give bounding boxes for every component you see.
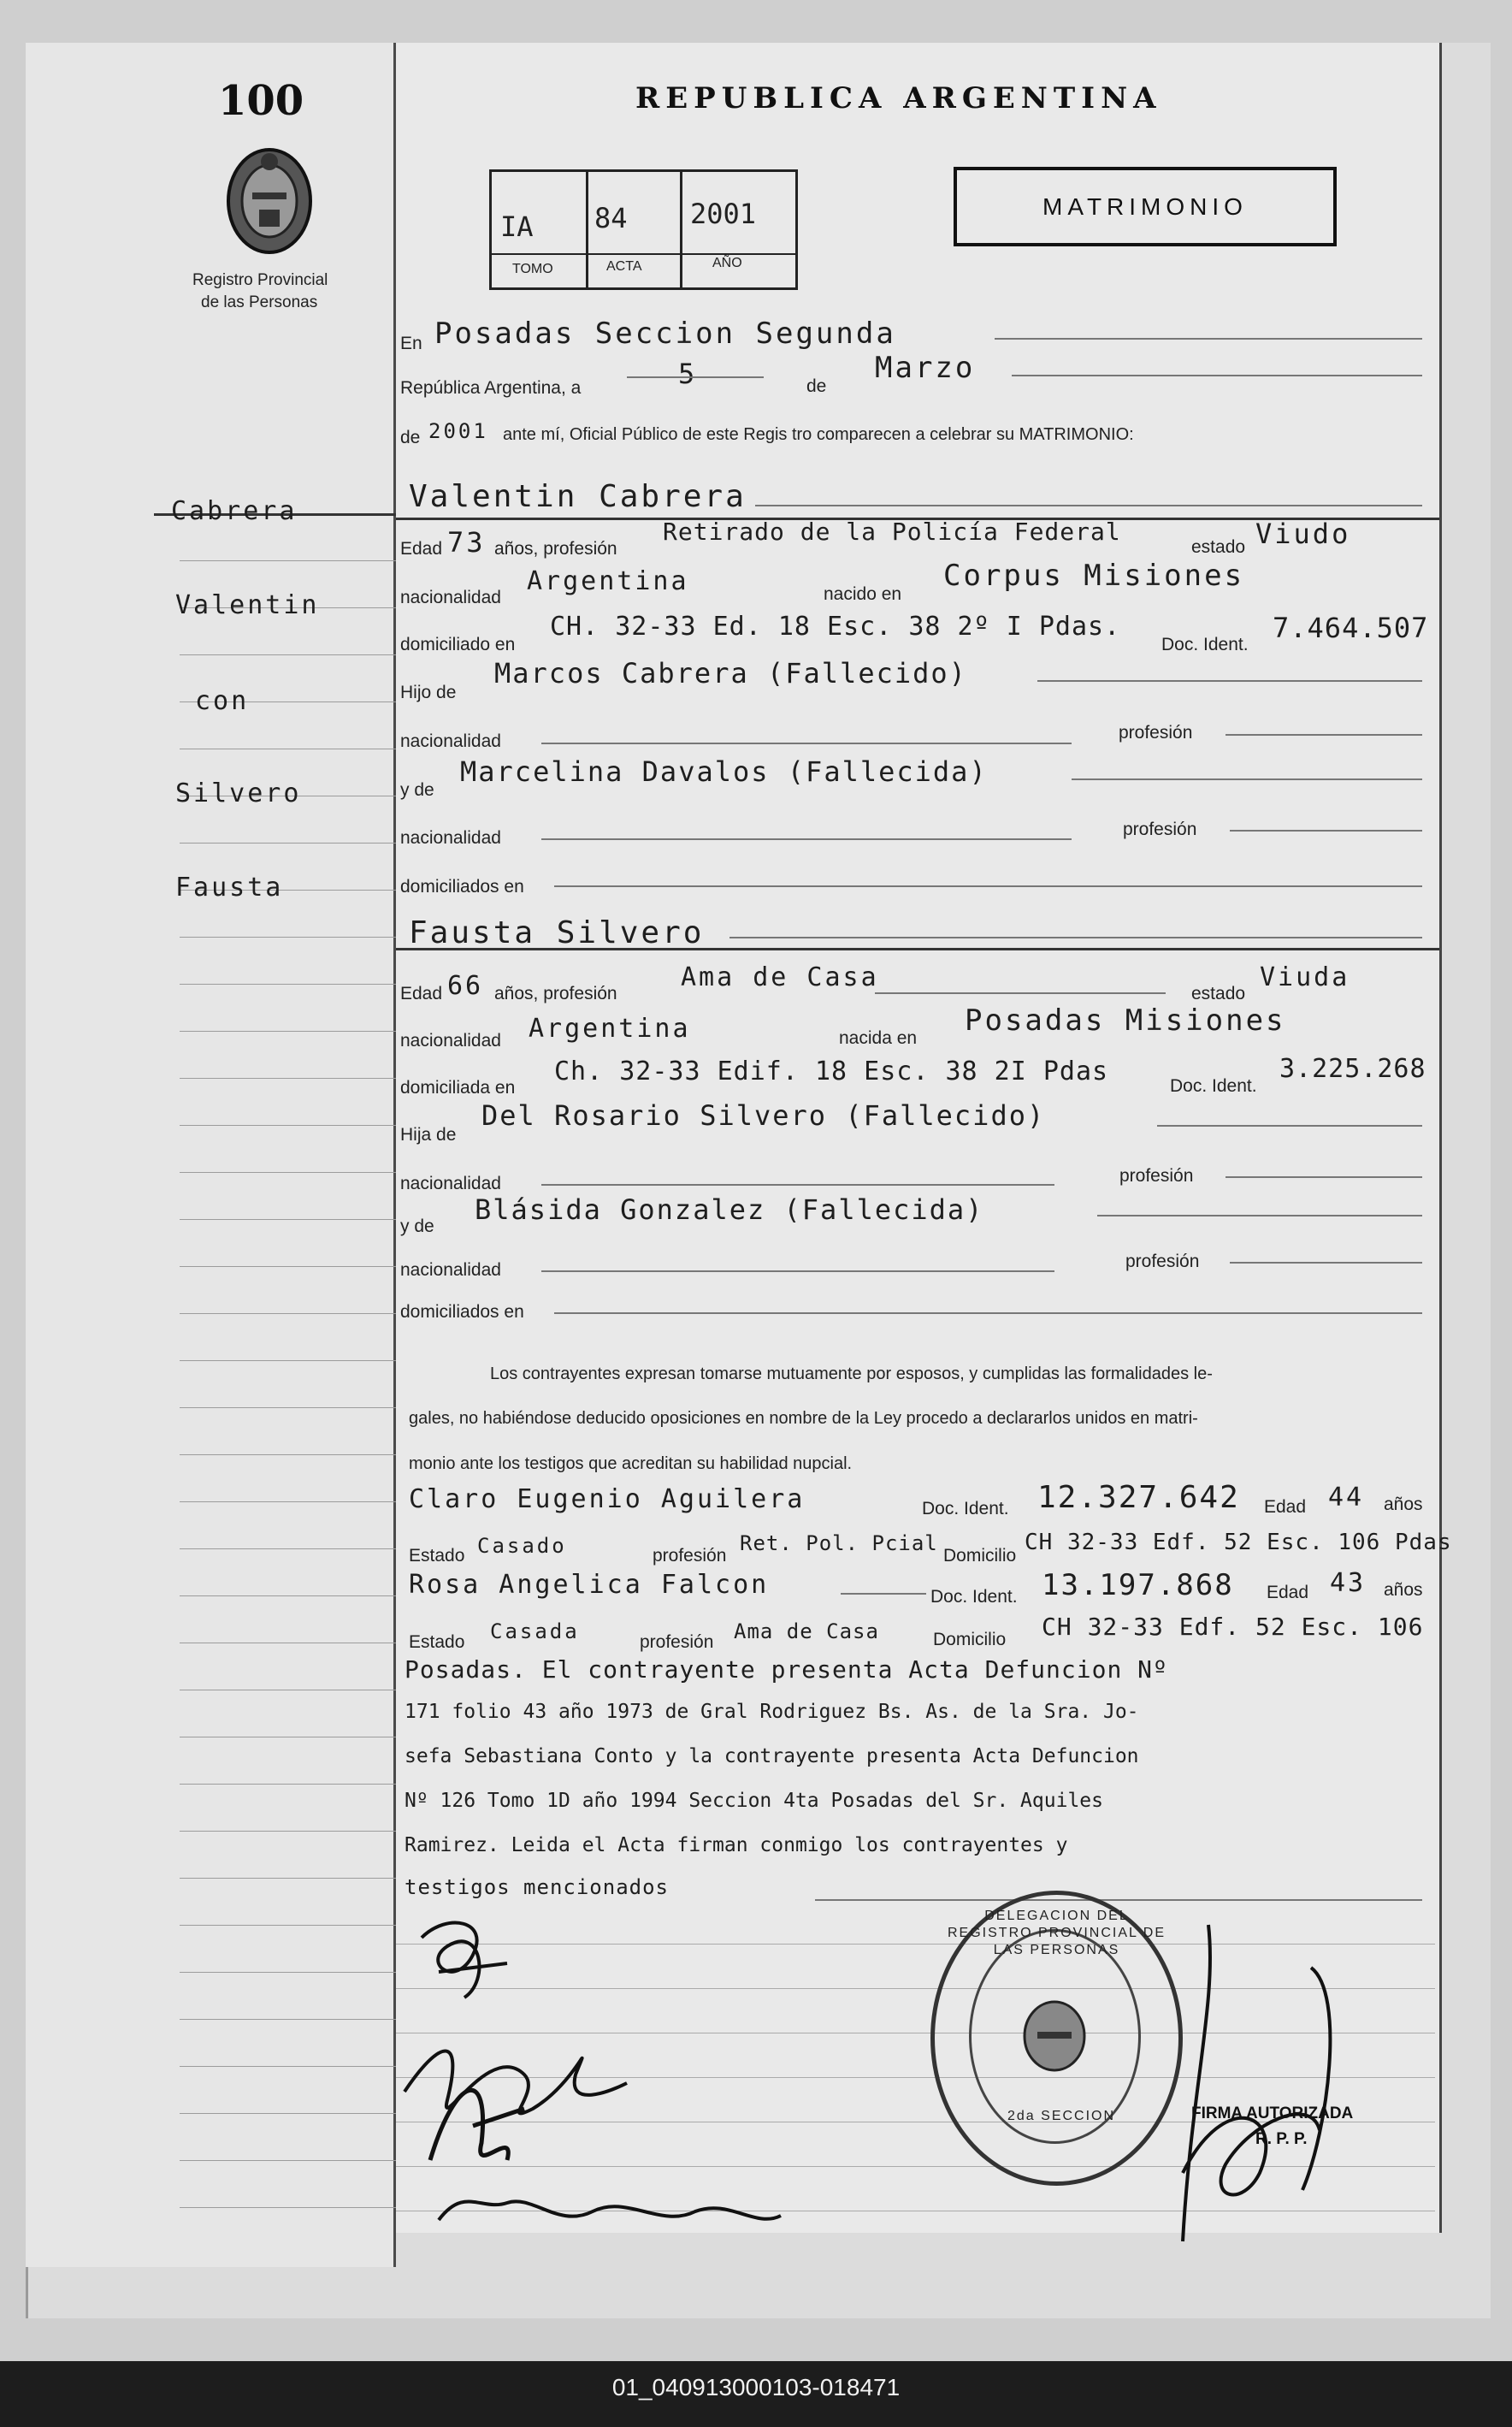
margin-ruled-line (180, 2207, 406, 2208)
groom-mother-line (1072, 778, 1422, 780)
bride-father-line (1157, 1125, 1422, 1127)
tomo-acta-year-box (489, 169, 798, 290)
margin-ruled-line (180, 560, 406, 561)
seal-ring-text: DELEGACION DEL REGISTRO PROVINCIAL DE LAS PERSONAS (948, 1909, 1166, 1957)
bride-mother-line (1097, 1215, 1422, 1216)
groom-nacido-value: Corpus Misiones (943, 559, 1245, 593)
anio-value: 2001 (690, 198, 757, 230)
groom-edad-label: Edad (400, 539, 443, 559)
image-caption: 01_040913000103-018471 (611, 2374, 901, 2400)
witness1-dom-label: Domicilio (943, 1546, 1017, 1566)
bride-nacionalidad-value: Argentina (529, 1014, 691, 1044)
bride-nac3-label: nacionalidad (400, 1260, 501, 1280)
note-line-6: testigos mencionados (405, 1875, 669, 1899)
official-signature (1157, 1916, 1379, 2267)
year-value: 2001 (428, 419, 488, 443)
witness1-edad: 44 (1328, 1483, 1365, 1512)
note-line-1: Posadas. El contrayente presenta Acta Defuncion Nº (405, 1655, 1168, 1684)
margin-note-con: con (195, 686, 250, 716)
en-label: En (400, 334, 422, 353)
tomo-label: TOMO (512, 262, 553, 276)
margin-ruled-line (180, 984, 406, 985)
bride-name-line (729, 937, 1422, 938)
official-seal (930, 1891, 1183, 2186)
bride-nac3-line (541, 1270, 1054, 1272)
note-line-3: sefa Sebastiana Conto y la contrayente presenta Acta Defuncion (405, 1745, 1139, 1767)
groom-nac2-line (541, 743, 1072, 744)
acta-label: ACTA (606, 259, 642, 274)
bride-nacida-value: Posadas Misiones (965, 1003, 1286, 1038)
note-line-4: Nº 126 Tomo 1D año 1994 Seccion 4ta Posadas del Sr. Aquiles (405, 1790, 1103, 1812)
groom-name-line (755, 505, 1422, 506)
margin-ruled-line (180, 1878, 406, 1879)
bride-nacida-label: nacida en (839, 1028, 918, 1048)
witness1-estado: Casado (477, 1534, 567, 1558)
anio-label: AÑO (712, 256, 742, 270)
record-body (396, 43, 1452, 2233)
bride-edad-value: 66 (447, 971, 484, 1001)
declaration-line2: gales, no habiéndose deducido oposiciones en nombre de la Ley procedo a declararlos unidos en matri- (409, 1409, 1198, 1428)
bride-prof2-line (1226, 1176, 1422, 1178)
groom-prof2-line (1226, 734, 1422, 736)
groom-nacionalidad-value: Argentina (527, 566, 689, 596)
bride-hija-label: Hija de (400, 1125, 457, 1145)
witness1-anos: años (1384, 1495, 1423, 1514)
bride-nac2-line (541, 1184, 1054, 1186)
bride-domicilio-value: Ch. 32-33 Edif. 18 Esc. 38 2I Pdas (554, 1057, 1109, 1086)
witness2-edad-label: Edad (1267, 1583, 1309, 1602)
bride-prof3-label: profesión (1125, 1252, 1200, 1271)
month-fill-line (1012, 375, 1422, 376)
groom-doc-label: Doc. Ident. (1161, 635, 1249, 654)
witness2-estado: Casada (490, 1619, 580, 1643)
witness2-edad: 43 (1330, 1568, 1367, 1598)
margin-ruled-line (180, 2019, 406, 2020)
witness1-prof-label: profesión (653, 1546, 727, 1566)
margin-ruled-line (180, 1501, 406, 1502)
groom-domiciliados-line (554, 885, 1422, 887)
margin-ruled-line (180, 1266, 406, 1267)
declaration-line1: Los contrayentes expresan tomarse mutuamente por esposos, y cumplidas las formalidades le- (490, 1364, 1213, 1383)
margin-ruled-line (180, 1219, 406, 1220)
groom-profesion-value: Retirado de la Policía Federal (663, 518, 1121, 546)
tomo-value: IA (500, 210, 534, 243)
margin-ruled-line (180, 2113, 406, 2114)
groom-domicilio-label: domiciliado en (400, 635, 516, 654)
groom-domicilio-value: CH. 32-33 Ed. 18 Esc. 38 2º I Pdas. (550, 612, 1121, 642)
bride-father: Del Rosario Silvero (Fallecido) (481, 1099, 1046, 1132)
groom-doc-value: 7.464.507 (1273, 612, 1429, 644)
margin-ruled-line (180, 1407, 406, 1408)
witness1-edad-label: Edad (1264, 1497, 1307, 1517)
margin-ruled-line (180, 1454, 406, 1455)
groom-nacido-label: nacido en (824, 584, 902, 604)
groom-nac3-label: nacionalidad (400, 828, 501, 848)
groom-domiciliados-label: domiciliados en (400, 877, 524, 897)
witness2-name-line (841, 1593, 926, 1595)
witness1-doc-label: Doc. Ident. (922, 1499, 1009, 1518)
republica-label: República Argentina, a (400, 378, 582, 398)
month-value: Marzo (875, 351, 976, 385)
groom-hijo-label: Hijo de (400, 683, 457, 702)
bride-estado-label: estado (1191, 984, 1246, 1003)
seal-emblem-icon (1016, 1998, 1093, 2075)
bride-mother: Blásida Gonzalez (Fallecida) (475, 1193, 984, 1226)
note-line-2: 171 folio 43 año 1973 de Gral Rodriguez Bs. As. de la Sra. Jo- (405, 1701, 1139, 1723)
notes-end-line (815, 1899, 1422, 1901)
groom-father: Marcos Cabrera (Fallecido) (494, 657, 967, 690)
bride-prof3-line (1230, 1262, 1422, 1264)
witness2-anos: años (1384, 1580, 1423, 1600)
groom-father-line (1037, 680, 1422, 682)
bride-doc-label: Doc. Ident. (1170, 1076, 1257, 1096)
stamp-line1: FIRMA AUTORIZADA (1191, 2104, 1354, 2122)
year-prefix: de (400, 428, 421, 447)
margin-ruled-line (180, 1172, 406, 1173)
witness2-prof-label: profesión (640, 1632, 714, 1652)
stamp-line2: R. P. P. (1255, 2130, 1308, 2148)
witness1-estado-label: Estado (409, 1546, 465, 1566)
margin-ruled-line (180, 1925, 406, 1926)
day-fill-line (627, 376, 764, 378)
seal-inner-text: 2da SECCION (1007, 2109, 1116, 2123)
margin-ruled-line (180, 2066, 406, 2067)
margin-ruled-line (180, 1784, 406, 1785)
witness2-doc-label: Doc. Ident. (930, 1587, 1018, 1607)
acta-value: 84 (594, 202, 628, 234)
margin-ruled-line (180, 2160, 406, 2161)
margin-ruled-line (180, 937, 406, 938)
bride-prof2-label: profesión (1119, 1166, 1194, 1186)
declaration-line3: monio ante los testigos que acreditan su habilidad nupcial. (409, 1454, 853, 1473)
bride-nac2-label: nacionalidad (400, 1174, 501, 1193)
witness2-dom: CH 32-33 Edf. 52 Esc. 106 (1042, 1613, 1424, 1641)
witness2-name: Rosa Angelica Falcon (409, 1570, 770, 1600)
groom-prof3-label: profesión (1123, 820, 1197, 839)
signatures-drawing (387, 1903, 832, 2246)
bride-domiciliados-label: domiciliados en (400, 1302, 524, 1322)
bride-profesion-line (875, 992, 1166, 994)
bride-profesion-label: años, profesión (494, 984, 617, 1003)
witness2-estado-label: Estado (409, 1632, 465, 1652)
groom-prof2-label: profesión (1119, 723, 1193, 743)
bride-doc-value: 3.225.268 (1279, 1054, 1426, 1084)
bride-yde-label: y de (400, 1216, 434, 1236)
groom-estado-label: estado (1191, 537, 1246, 557)
margin-ruled-line (180, 1031, 406, 1032)
groom-edad-value: 73 (447, 526, 486, 559)
bride-nacionalidad-label: nacionalidad (400, 1031, 501, 1051)
witness1-prof: Ret. Pol. Pcial (740, 1531, 938, 1555)
left-margin-column (26, 43, 396, 2267)
margin-note-bride-surname: Silvero (175, 778, 302, 808)
bride-profesion-value: Ama de Casa (681, 962, 879, 992)
margin-ruled-line (180, 1972, 406, 1973)
witness2-dom-label: Domicilio (933, 1630, 1007, 1649)
place-value: Posadas Seccion Segunda (434, 317, 896, 351)
registry-name-line1: Registro Provincial (192, 271, 328, 289)
margin-ruled-line (180, 1313, 406, 1314)
margin-ruled-line (180, 1548, 406, 1549)
groom-name: Valentin Cabrera (409, 479, 747, 514)
margin-ruled-line (180, 1125, 406, 1126)
margin-ruled-line (180, 1078, 406, 1079)
groom-prof3-line (1230, 830, 1422, 832)
witness2-doc: 13.197.868 (1042, 1568, 1234, 1602)
bride-divider (396, 948, 1439, 950)
margin-ruled-line (180, 1831, 406, 1832)
margin-ruled-line (180, 654, 406, 655)
witness1-name: Claro Eugenio Aguilera (409, 1484, 806, 1514)
margin-ruled-line (180, 1360, 406, 1361)
groom-yde-label: y de (400, 780, 434, 800)
doc-type-box: MATRIMONIO (954, 167, 1337, 246)
intro-text: ante mí, Oficial Público de este Regis tro comparecen a celebrar su MATRIMONIO: (503, 425, 1134, 444)
bride-name: Fausta Silvero (409, 915, 705, 950)
margin-note-surname: Cabrera (171, 496, 298, 526)
groom-profesion-label: años, profesión (494, 539, 617, 559)
coat-of-arms-icon (218, 141, 321, 261)
registry-name-line2: de las Personas (201, 293, 318, 311)
margin-note-bride-name: Fausta (175, 873, 284, 903)
groom-estado-value: Viudo (1255, 518, 1351, 550)
witness1-doc: 12.327.642 (1037, 1480, 1240, 1515)
margin-note-given-name: Valentin (175, 590, 320, 620)
margin-ruled-line (180, 1595, 406, 1596)
witness1-dom: CH 32-33 Edf. 52 Esc. 106 Pdas (1025, 1530, 1452, 1555)
bride-domiciliados-line (554, 1312, 1422, 1314)
note-line-5: Ramirez. Leida el Acta firman conmigo los contrayentes y (405, 1834, 1068, 1856)
groom-nac2-label: nacionalidad (400, 731, 501, 751)
bride-domicilio-label: domiciliada en (400, 1078, 516, 1098)
page-number: 100 (218, 77, 304, 125)
bride-estado-value: Viuda (1260, 962, 1350, 992)
margin-ruled-line (180, 843, 406, 844)
country-title: REPUBLICA ARGENTINA (635, 81, 1162, 115)
de-label: de (806, 376, 827, 396)
witness2-prof: Ama de Casa (734, 1619, 879, 1643)
day-value: 5 (678, 358, 698, 390)
place-fill-line (995, 338, 1422, 340)
groom-nac3-line (541, 838, 1072, 840)
bride-edad-label: Edad (400, 984, 443, 1003)
groom-mother: Marcelina Davalos (Fallecida) (460, 755, 988, 788)
groom-nacionalidad-label: nacionalidad (400, 588, 501, 607)
